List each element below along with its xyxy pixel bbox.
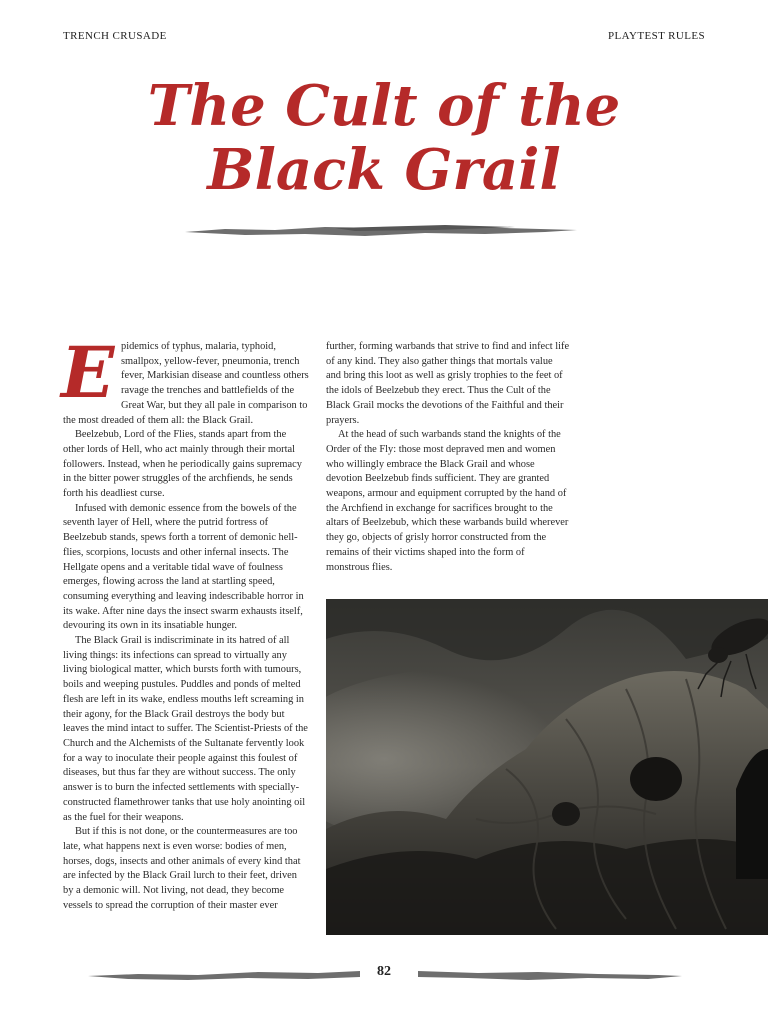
- title-brush-divider: [185, 222, 577, 240]
- paragraph-7: At the head of such warbands stand the knights of the Order of the Fly: those most depraved men and women who willingly embrace the Black Grail and whose devotion Beelzebub finds sufficient. They are granted weapons, armour and equipment corrupted by the hand of the Archfiend in exchange for sacrifices brought to the altars of Beelzebub, which these warbands build wherever they go, objects of grisly horror constructed from the remains of their victims shaped into the form of monstrous flies.: [326, 429, 569, 573]
- title-line-1: The Cult of the: [147, 73, 621, 139]
- footer-brush-left: [88, 967, 360, 983]
- paragraph-4: The Black Grail is indiscriminate in its hatred of all living things: its infections can spread to virtually any living biological matter, which bursts forth with tumours, boils and weeping pustules. Puddles and ponds of melted flesh are left in its wake, endless mouths left screaming in their agony, for the Black Grail destroys the body but leaves the mind intact to suffer. The Scientist-Priests of the Church and the Alchemists of the Sultanate fervently look for a way to inoculate their people against this foulest of diseases, but thus far they are without success. The only answer is to burn the infected settlements with specially-constructed flamethrower tanks that use holy anointing oil as the fuel for their weapons.: [63, 635, 308, 823]
- paragraph-6: further, forming warbands that strive to find and infect life of any kind. They also gather things that mortals value and bring this loot as well as grisly trophies to the feet of the idols of Beelzebub they erect. Thus the Cult of the Black Grail mocks the devotions of the Faithful and their prayers.: [326, 341, 570, 426]
- running-header-left: TRENCH CRUSADE: [63, 30, 167, 42]
- page-number: 82: [377, 964, 391, 979]
- paragraph-2: Beelzebub, Lord of the Flies, stands apart from the other lords of Hell, who act mainly through their mortal followers. Instead, when he periodically gains supremacy in the bitter power struggles of the archfiends, he sends forth his deadliest curse.: [63, 429, 302, 500]
- paragraph-5: But if this is not done, or the countermeasures are too late, what happens next is even worse: bodies of men, horses, dogs, insects and other animals of every kind that are infected by the Black Grail lurch to their feet, driven by a demonic will. Not living, not dead, they become vessels to spread the corruption of their master ever: [63, 826, 301, 911]
- paragraph-3: Infused with demonic essence from the bowels of the seventh layer of Hell, where the putrid fortress of Beelzebub stands, spews forth a torrent of demonic hell-flies, scorpions, locusts and other infernal insects. The Hellgate opens and a veritable tidal wave of foulness emerges, flowing across the land at startling speed, consuming everything and leaving indescribable horror in its wake. After nine days the insect swarm exhausts itself, devouring its own in its insatiable hunger.: [63, 502, 304, 632]
- footer-brush-right: [418, 967, 682, 983]
- text-column-left: [61, 331, 309, 913]
- drop-cap: E: [61, 331, 115, 414]
- paragraph-1-text: pidemics of typhus, malaria, typhoid, smallpox, yellow-fever, pneumonia, trench fever, Markisian disease and countless others ravage the trenches and battlefields of the Great War, but they all pale in comparison to the most dreaded of them all: the Black Grail.: [63, 341, 309, 426]
- grail-fortress-illustration: [326, 599, 768, 935]
- paragraph-1: [61, 331, 309, 428]
- page-title: [0, 74, 768, 202]
- text-column-right: [326, 340, 570, 575]
- running-header-right: PLAYTEST RULES: [608, 30, 705, 42]
- title-line-2: Black Grail: [207, 137, 561, 203]
